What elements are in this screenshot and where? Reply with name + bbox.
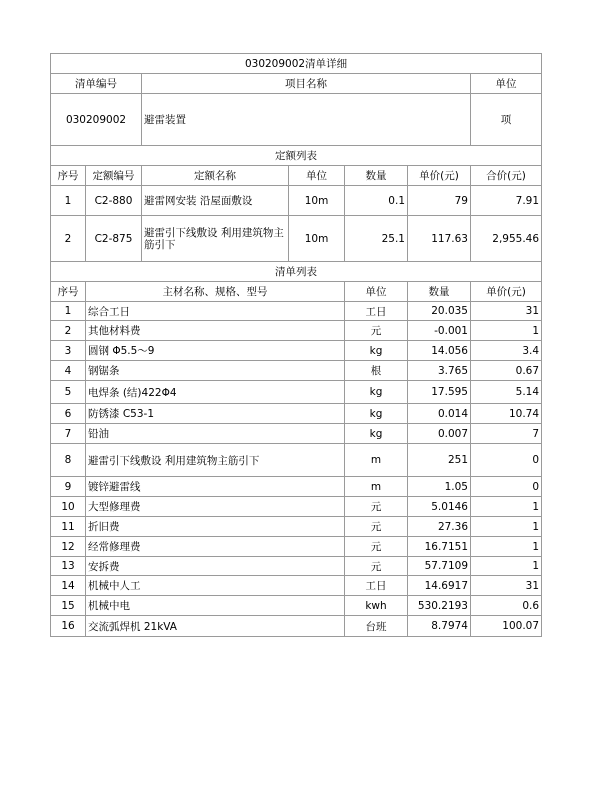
- quota-header-qty: 数量: [345, 166, 408, 186]
- quota-header-unit: 单位: [289, 166, 345, 186]
- list-name: 大型修理费: [86, 497, 345, 517]
- quota-header-price: 单价(元): [408, 166, 471, 186]
- quota-unit: 10m: [289, 216, 345, 262]
- list-name: 镀锌避雷线: [86, 477, 345, 497]
- list-price: 10.74: [471, 404, 542, 424]
- quota-no: 1: [51, 186, 86, 216]
- list-no: 12: [51, 537, 86, 557]
- list-price: 1: [471, 321, 542, 341]
- list-name: 安拆费: [86, 557, 345, 576]
- list-section-title: 清单列表: [51, 262, 542, 282]
- list-price: 5.14: [471, 381, 542, 404]
- quota-header-no: 序号: [51, 166, 86, 186]
- list-price: 31: [471, 302, 542, 321]
- list-name: 避雷引下线敷设 利用建筑物主筋引下: [86, 444, 345, 477]
- list-row: [51, 557, 542, 576]
- quota-section-title: 定额列表: [51, 146, 542, 166]
- quota-header-code: 定额编号: [86, 166, 142, 186]
- list-row: [51, 361, 542, 381]
- list-name: 圆钢 Φ5.5～9: [86, 341, 345, 361]
- header-name: 项目名称: [142, 74, 471, 94]
- list-name: 电焊条 (结)422Φ4: [86, 381, 345, 404]
- list-qty: 0.007: [408, 424, 471, 444]
- list-unit: 根: [345, 361, 408, 381]
- list-no: 10: [51, 497, 86, 517]
- quota-qty: 0.1: [345, 186, 408, 216]
- list-row: [51, 341, 542, 361]
- list-price: 0.67: [471, 361, 542, 381]
- list-row: [51, 596, 542, 616]
- list-name: 综合工日: [86, 302, 345, 321]
- list-no: 8: [51, 444, 86, 477]
- bill-detail-table: [50, 53, 542, 637]
- list-unit: m: [345, 477, 408, 497]
- list-header-no: 序号: [51, 282, 86, 302]
- list-row: [51, 576, 542, 596]
- item-code: 030209002: [51, 94, 142, 146]
- list-price: 1: [471, 537, 542, 557]
- list-header-unit: 单位: [345, 282, 408, 302]
- header-code: 清单编号: [51, 74, 142, 94]
- list-no: 6: [51, 404, 86, 424]
- list-header-name: 主材名称、规格、型号: [86, 282, 345, 302]
- list-qty: 16.7151: [408, 537, 471, 557]
- quota-row: [51, 186, 542, 216]
- list-unit: 台班: [345, 616, 408, 637]
- list-price: 1: [471, 557, 542, 576]
- list-name: 交流弧焊机 21kVA: [86, 616, 345, 637]
- list-row: [51, 321, 542, 341]
- list-name: 折旧费: [86, 517, 345, 537]
- item-name: 避雷装置: [142, 94, 471, 146]
- list-name: 其他材料费: [86, 321, 345, 341]
- quota-price: 117.63: [408, 216, 471, 262]
- quota-price: 79: [408, 186, 471, 216]
- list-row: [51, 477, 542, 497]
- quota-name: 避雷引下线敷设 利用建筑物主筋引下: [142, 216, 289, 262]
- list-no: 5: [51, 381, 86, 404]
- list-unit: kg: [345, 404, 408, 424]
- list-price: 1: [471, 517, 542, 537]
- quota-name: 避雷网安装 沿屋面敷设: [142, 186, 289, 216]
- quota-no: 2: [51, 216, 86, 262]
- list-no: 7: [51, 424, 86, 444]
- list-qty: 14.6917: [408, 576, 471, 596]
- quota-unit: 10m: [289, 186, 345, 216]
- quota-code: C2-880: [86, 186, 142, 216]
- list-price: 0.6: [471, 596, 542, 616]
- quota-qty: 25.1: [345, 216, 408, 262]
- list-unit: kg: [345, 424, 408, 444]
- list-header-price: 单价(元): [471, 282, 542, 302]
- list-price: 31: [471, 576, 542, 596]
- list-row: [51, 381, 542, 404]
- list-unit: 元: [345, 537, 408, 557]
- header-unit: 单位: [471, 74, 542, 94]
- list-qty: 5.0146: [408, 497, 471, 517]
- quota-code: C2-875: [86, 216, 142, 262]
- list-no: 11: [51, 517, 86, 537]
- list-unit: kg: [345, 381, 408, 404]
- list-row: [51, 302, 542, 321]
- list-name: 钢锯条: [86, 361, 345, 381]
- list-header-qty: 数量: [408, 282, 471, 302]
- list-no: 2: [51, 321, 86, 341]
- list-name: 铅油: [86, 424, 345, 444]
- list-name: 机械中人工: [86, 576, 345, 596]
- list-name: 防锈漆 C53-1: [86, 404, 345, 424]
- list-no: 9: [51, 477, 86, 497]
- quota-row: [51, 216, 542, 262]
- list-unit: 工日: [345, 576, 408, 596]
- list-no: 16: [51, 616, 86, 637]
- list-row: [51, 444, 542, 477]
- list-unit: kwh: [345, 596, 408, 616]
- list-unit: 元: [345, 497, 408, 517]
- list-qty: 1.05: [408, 477, 471, 497]
- list-qty: 8.7974: [408, 616, 471, 637]
- list-qty: 17.595: [408, 381, 471, 404]
- list-no: 14: [51, 576, 86, 596]
- list-price: 3.4: [471, 341, 542, 361]
- quota-header-total: 合价(元): [471, 166, 542, 186]
- quota-total: 7.91: [471, 186, 542, 216]
- list-row: [51, 537, 542, 557]
- item-unit: 项: [471, 94, 542, 146]
- list-name: 经常修理费: [86, 537, 345, 557]
- list-unit: kg: [345, 341, 408, 361]
- list-qty: 27.36: [408, 517, 471, 537]
- list-qty: 530.2193: [408, 596, 471, 616]
- list-row: [51, 404, 542, 424]
- list-row: [51, 517, 542, 537]
- list-unit: 工日: [345, 302, 408, 321]
- list-row: [51, 497, 542, 517]
- list-row: [51, 616, 542, 637]
- quota-total: 2,955.46: [471, 216, 542, 262]
- list-no: 4: [51, 361, 86, 381]
- list-header-row: [51, 282, 542, 302]
- list-price: 0: [471, 444, 542, 477]
- list-qty: 251: [408, 444, 471, 477]
- list-unit: 元: [345, 321, 408, 341]
- list-qty: 20.035: [408, 302, 471, 321]
- list-price: 1: [471, 497, 542, 517]
- table-title: 030209002清单详细: [51, 54, 542, 74]
- list-row: [51, 424, 542, 444]
- quota-header-row: [51, 166, 542, 186]
- list-price: 7: [471, 424, 542, 444]
- list-no: 3: [51, 341, 86, 361]
- list-qty: 57.7109: [408, 557, 471, 576]
- list-no: 1: [51, 302, 86, 321]
- list-qty: 0.014: [408, 404, 471, 424]
- list-no: 13: [51, 557, 86, 576]
- list-qty: 14.056: [408, 341, 471, 361]
- list-unit: 元: [345, 517, 408, 537]
- list-qty: 3.765: [408, 361, 471, 381]
- list-price: 100.07: [471, 616, 542, 637]
- list-unit: m: [345, 444, 408, 477]
- list-qty: -0.001: [408, 321, 471, 341]
- list-name: 机械中电: [86, 596, 345, 616]
- list-no: 15: [51, 596, 86, 616]
- list-unit: 元: [345, 557, 408, 576]
- quota-header-name: 定额名称: [142, 166, 289, 186]
- list-price: 0: [471, 477, 542, 497]
